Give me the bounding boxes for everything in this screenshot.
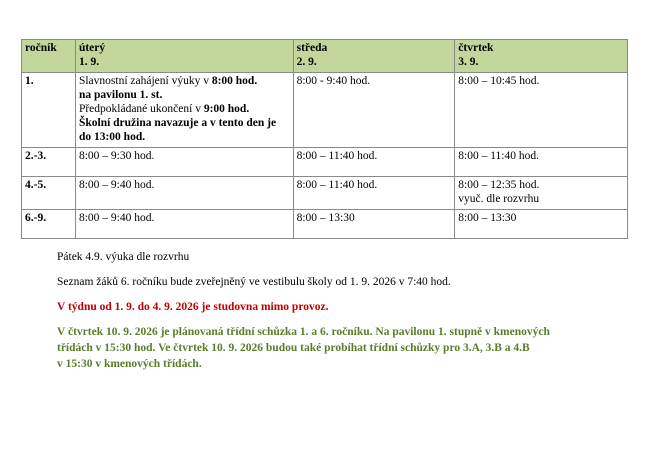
grade-cell: 1.	[22, 73, 76, 148]
end-text: Předpokládané ukončení v	[78, 103, 204, 115]
table-row	[22, 210, 628, 239]
thursday-cell: 8:00 – 13:30	[455, 210, 628, 239]
parent-meeting-note	[57, 324, 617, 372]
header-thursday-date: 3. 9.	[458, 56, 479, 68]
header-tuesday-day: úterý	[78, 42, 106, 54]
tuesday-cell: 8:00 – 9:40 hod.	[75, 177, 293, 210]
grade-cell: 4.-5.	[22, 177, 76, 210]
thursday-cell	[455, 177, 628, 210]
thursday-cell: 8:00 – 10:45 hod.	[455, 73, 628, 148]
meeting-line-1: V čtvrtek 10. 9. 2026 je plánovaná třídní schůzka 1. a 6. ročníku. Na pavilonu 1. stupně v kmenových	[57, 326, 550, 338]
table-row	[22, 73, 628, 148]
header-row	[22, 40, 628, 73]
meeting-line-2: třídách v 15:30 hod. Ve čtvrtek 10. 9. 2026 budou také probíhat třídní schůzky pro 3.A, 3.B a 4.B	[57, 342, 530, 354]
grade-cell: 6.-9.	[22, 210, 76, 239]
header-tuesday-date: 1. 9.	[78, 56, 100, 68]
header-wednesday-day: středa	[296, 42, 328, 54]
wednesday-cell: 8:00 – 11:40 hod.	[293, 148, 455, 177]
wednesday-cell: 8:00 – 13:30	[293, 210, 455, 239]
friday-note: Pátek 4.9. výuka dle rozvrhu	[57, 251, 190, 263]
class-list-note: Seznam žáků 6. ročníku bude zveřejněný ve vestibulu školy od 1. 9. 2026 v 7:40 hod.	[57, 276, 451, 288]
opening-place: na pavilonu 1. st.	[78, 89, 163, 101]
tuesday-cell: 8:00 – 9:30 hod.	[75, 148, 293, 177]
thursday-note: vyuč. dle rozvrhu	[458, 193, 540, 205]
header-tuesday	[75, 40, 293, 73]
thursday-cell: 8:00 – 11:40 hod.	[455, 148, 628, 177]
notes-section	[57, 250, 617, 372]
end-time: 9:00 hod.	[203, 103, 250, 115]
header-thursday-day: čtvrtek	[458, 42, 494, 54]
meeting-line-3: v 15:30 v kmenových třídách.	[57, 358, 202, 370]
wednesday-cell: 8:00 – 11:40 hod.	[293, 177, 455, 210]
grade-cell: 2.-3.	[22, 148, 76, 177]
header-grade	[22, 40, 76, 73]
study-room-closed-note: V týdnu od 1. 9. do 4. 9. 2026 je studovna mimo provoz.	[57, 301, 329, 313]
header-grade-label: ročník	[25, 42, 57, 54]
header-wednesday	[293, 40, 455, 73]
schedule-table	[21, 39, 628, 239]
opening-text: Slavnostní zahájení výuky v	[78, 75, 212, 87]
table-row	[22, 148, 628, 177]
tuesday-cell	[75, 73, 293, 148]
thursday-time: 8:00 – 12:35 hod.	[458, 179, 540, 191]
header-wednesday-date: 2. 9.	[296, 56, 317, 68]
opening-time: 8:00 hod.	[211, 75, 258, 87]
header-thursday	[455, 40, 628, 73]
wednesday-cell: 8:00 - 9:40 hod.	[293, 73, 455, 148]
after-school-note: Školní družina navazuje a v tento den je do 13:00 hod.	[78, 117, 277, 143]
tuesday-cell: 8:00 – 9:40 hod.	[75, 210, 293, 239]
table-row	[22, 177, 628, 210]
